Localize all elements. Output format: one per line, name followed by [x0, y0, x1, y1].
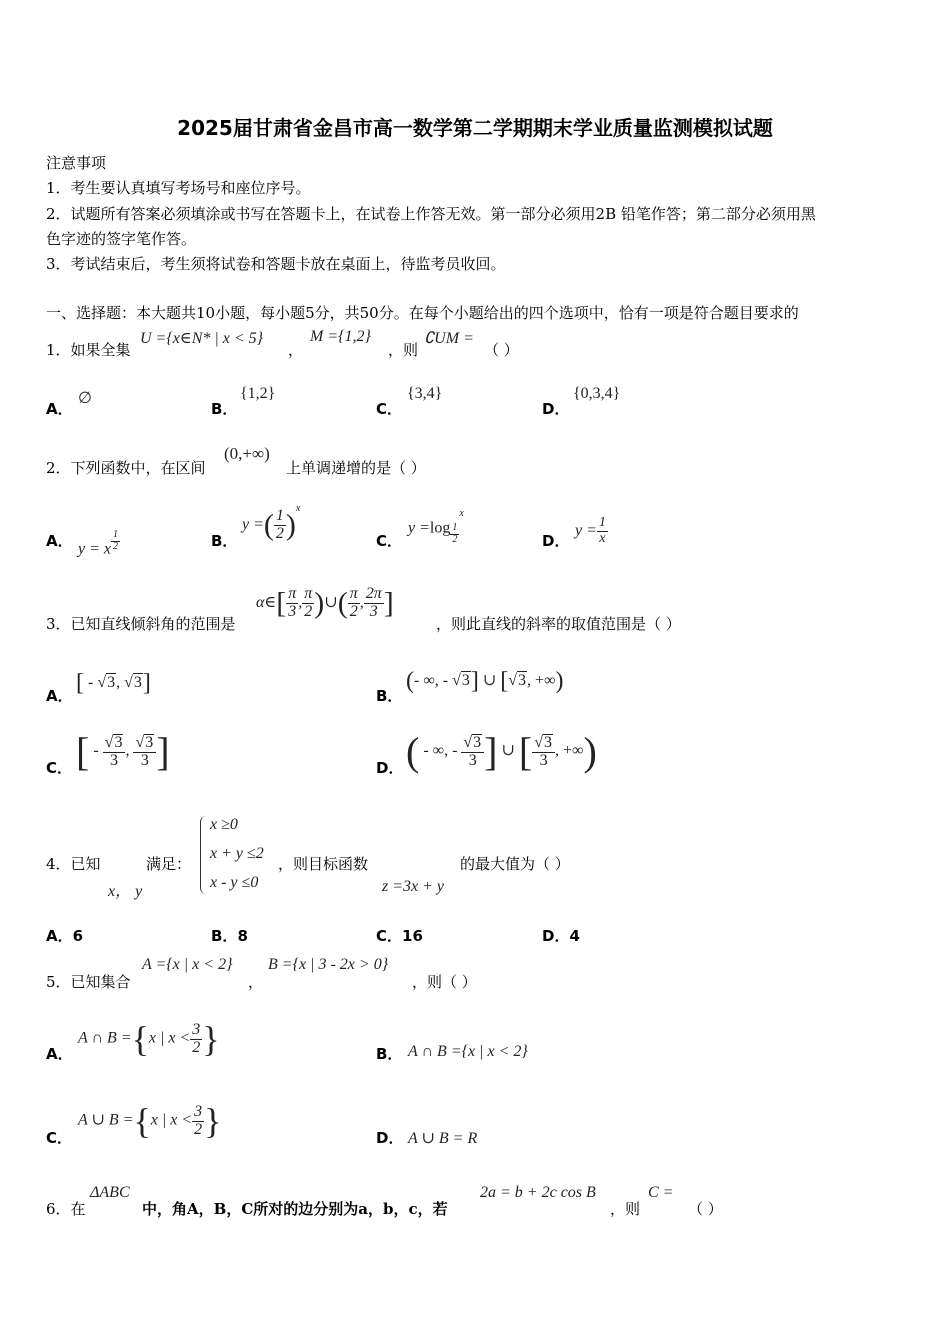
q1-option-b-label: B． [211, 400, 238, 418]
q3-rest: ，则此直线的斜率的取值范围是（ ） [436, 615, 681, 633]
q1-set-u: U ={x∈N* | x < 5} [140, 330, 264, 347]
q2-option-b-formula: y =( $\frac{1}{2}$ )$^x$ [242, 502, 301, 542]
q3-option-b-label: B． [376, 687, 403, 705]
q4-satisfy: 满足： [146, 855, 192, 873]
q2-option-d-formula: y = $\frac{1}{x}$ [575, 515, 606, 546]
q4-objective: z =3x + y [382, 878, 445, 895]
q6-equation: 2a = b + 2c cos B [480, 1184, 596, 1201]
q1-option-d-label: D． [542, 400, 570, 418]
notice-heading: 注意事项 [46, 154, 107, 172]
q4-stem: 4．已知 [46, 855, 101, 873]
notice-item-1: 1．考生要认真填写考场号和座位序号。 [46, 179, 311, 197]
q5-sep: ， [248, 973, 264, 991]
q6-then: ，则 [610, 1200, 641, 1218]
q5-rest: ，则（ ） [412, 973, 477, 991]
q1-option-c-label: C． [376, 400, 403, 418]
q5-option-d-label: D． [376, 1129, 404, 1147]
q6-stem: 6．在 [46, 1200, 86, 1218]
q3-option-c-formula: [ - $\frac{√3}{3}$ , $\frac{√3}{3}$ ] [76, 729, 170, 774]
q1-paren: （ ） [484, 341, 519, 359]
q1-option-a-label: A． [46, 400, 73, 418]
q1-set-m: M ={1,2} [310, 328, 371, 345]
q6-mid: 中，角A，B，C所对的边分别为a，b，c，若 [142, 1200, 448, 1218]
q6-c: C = [648, 1184, 674, 1201]
section-heading: 一、选择题：本大题共10小题，每小题5分，共50分。在每个小题给出的四个选项中，恰有一项是符合题目要求的 [46, 304, 799, 322]
q3-angle-range: α∈[ $\frac{\pi}{3}$ , $\frac{\pi}{2}$ )∪( $\frac{\pi}{2}$ , $\frac{2\pi}{3}$ ] [256, 585, 394, 620]
q3-option-b-formula: (- ∞, - √3] ∪ [√3, +∞) [406, 668, 564, 694]
q2-rest: 上单调递增的是（ ） [286, 459, 426, 477]
q3-option-d-formula: ( - ∞, - $\frac{√3}{3}$ ] ∪ [ $\frac{√3}{3}$ , +∞) [406, 729, 597, 774]
q5-option-a-formula: A ∩ B ={x | x < $\frac{3}{2}$ } [78, 1019, 220, 1059]
q2-interval: (0,+∞) [224, 444, 270, 463]
q4-option-c: C．16 [376, 927, 423, 945]
q6-paren: （ ） [688, 1200, 723, 1218]
q4-constraint-1: x ≥0 [210, 816, 238, 833]
q5-set-a: A ={x | x < 2} [142, 956, 233, 973]
q1-option-c-value: {3,4} [407, 385, 443, 402]
q3-option-a-label: A． [46, 687, 73, 705]
q4-objective-text: ，则目标函数 [278, 855, 369, 873]
q1-option-a-value: ∅ [78, 390, 92, 407]
q5-option-c-formula: A ∪ B ={x | x < $\frac{3}{2}$ } [78, 1101, 222, 1141]
q2-option-a-label: A． [46, 532, 73, 550]
q5-option-d-value: A ∪ B = R [408, 1130, 478, 1147]
q2-option-c-label: C． [376, 532, 403, 550]
q3-option-a-formula: [ - √3, √3] [76, 670, 151, 696]
q4-constraint-2: x + y ≤2 [210, 845, 264, 862]
q2-option-c-formula: y =log $_{\frac{1}{2}}$ $^x$ [408, 508, 464, 545]
q1-option-d-value: {0,3,4} [573, 385, 621, 402]
q2-option-a-formula: y = x $^{\frac{1}{2}}$ [78, 529, 118, 558]
notice-item-3: 3．考试结束后，考生须将试卷和答题卡放在桌面上，待监考员收回。 [46, 255, 506, 273]
q2-stem: 2．下列函数中，在区间 [46, 459, 206, 477]
q3-option-d-label: D． [376, 759, 404, 777]
q1-sep: ， [288, 341, 304, 359]
notice-item-2: 2．试题所有答案必须填涂或书写在答题卡上，在试卷上作答无效。第一部分必须用2B 铅笔作答；第二部分必须用黑 [46, 205, 816, 223]
q1-expr: ∁UM = [424, 330, 474, 347]
q3-option-c-label: C． [46, 759, 73, 777]
q1-option-b-value: {1,2} [240, 385, 276, 402]
q5-option-b-value: A ∩ B ={x | x < 2} [408, 1043, 528, 1060]
q2-option-b-label: B． [211, 532, 238, 550]
q1-stem: 1．如果全集 [46, 341, 131, 359]
q4-constraint-3: x - y ≤0 [210, 874, 259, 891]
q5-set-b: B ={x | 3 - 2x > 0} [268, 956, 389, 973]
q3-stem: 3．已知直线倾斜角的范围是 [46, 615, 236, 633]
q5-option-c-label: C． [46, 1129, 73, 1147]
q4-option-a: A．6 [46, 927, 84, 945]
q4-vars: x， y [108, 883, 143, 900]
q5-option-a-label: A． [46, 1045, 73, 1063]
q4-option-d: D．4 [542, 927, 580, 945]
q4-max-text: 的最大值为（ ） [460, 855, 570, 873]
q4-brace [200, 816, 207, 894]
q1-then: ，则 [388, 341, 419, 359]
q2-option-d-label: D． [542, 532, 570, 550]
q5-stem: 5．已知集合 [46, 973, 131, 991]
q6-triangle: ΔABC [90, 1184, 130, 1201]
page-title: 2025届甘肃省金昌市高一数学第二学期期末学业质量监测模拟试题 [177, 116, 773, 140]
notice-item-2-cont: 色字迹的签字笔作答。 [46, 230, 197, 248]
q4-option-b: B．8 [211, 927, 248, 945]
q5-option-b-label: B． [376, 1045, 403, 1063]
